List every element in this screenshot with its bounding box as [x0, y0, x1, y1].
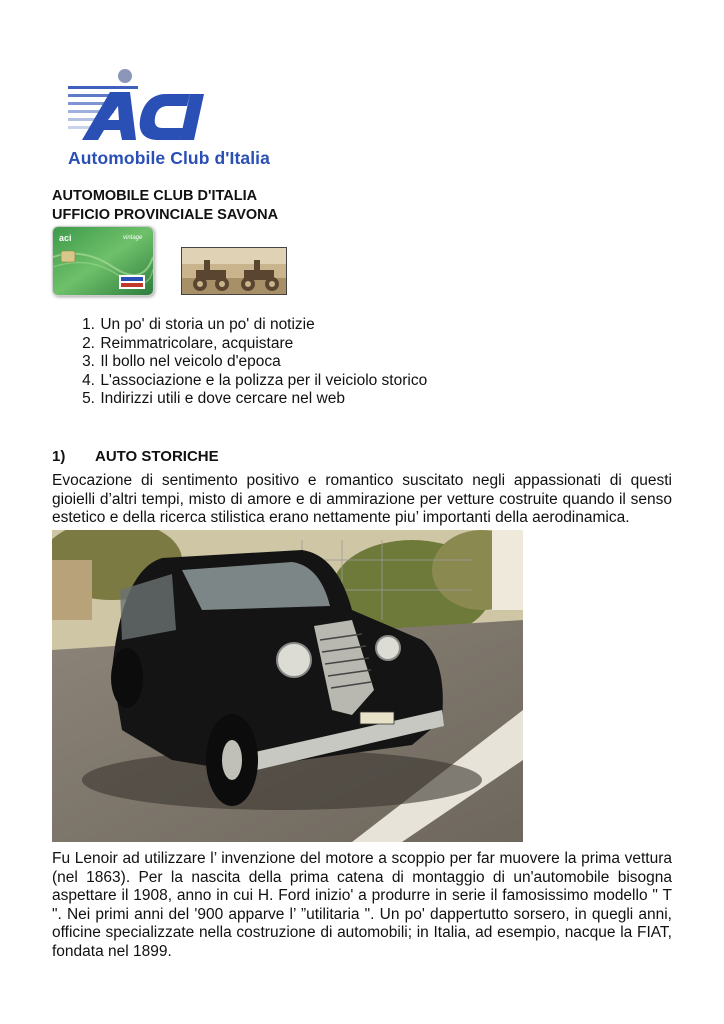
- header-organization: AUTOMOBILE CLUB D'ITALIA: [52, 188, 258, 204]
- toc-item: [52, 353, 427, 372]
- toc-item-number: 4.: [82, 371, 95, 389]
- card-label: vintage: [123, 235, 143, 241]
- toc-item-text: Il bollo nel veicolo d'epoca: [100, 353, 281, 371]
- toc-item: [52, 390, 427, 409]
- vintage-car-photo: [52, 530, 523, 842]
- table-of-contents: [52, 316, 427, 409]
- toc-item-text: L'associazione e la polizza per il veiciolo storico: [100, 371, 428, 389]
- toc-item-number: 2.: [82, 334, 95, 352]
- toc-item: [52, 316, 427, 335]
- section-paragraph-history: Fu Lenoir ad utilizzare l’ invenzione del motore a scoppio per far muovere la prima vettura (nel 1863). Per la nascita della prima catena di montaggio di un'automobile bisogna aspettare il 1908, anno in cui H. Ford inizio' a produrre in serie il famosissimo modello " T ". Nei primi anni del '900 apparve l’ ”utilitaria ". Un po' dappertutto sorsero, in quegli anni, officine specializzate nella costruzione di automobili; in Italia, ad esempio, nacque la FIAT, fondata nel 1899.: [52, 850, 672, 960]
- toc-item-number: 3.: [82, 353, 95, 371]
- vintage-race-photo: [181, 247, 287, 295]
- toc-item: [52, 335, 427, 354]
- section-paragraph-intro: Evocazione di sentimento positivo e romantico suscitato negli appassionati di questi gioielli d’altri tempi, misto di amore e di ammirazione per vetture costruite quando il senso estetico e della ricerca stilistica erano nettamente piu’ importanti della aerodinamica.: [52, 472, 672, 527]
- toc-item-number: 5.: [82, 390, 95, 408]
- logo-subtitle: Automobile Club d'Italia: [68, 148, 270, 168]
- section-number: 1): [52, 448, 66, 465]
- card-brand: aci: [59, 233, 72, 243]
- header-office: UFFICIO PROVINCIALE SAVONA: [52, 207, 279, 223]
- toc-item: [52, 372, 427, 391]
- section-title: AUTO STORICHE: [95, 448, 219, 465]
- aci-vintage-card-image: [52, 226, 154, 296]
- toc-item-text: Indirizzi utili e dove cercare nel web: [100, 390, 345, 408]
- toc-item-text: Un po' di storia un po' di notizie: [100, 316, 315, 333]
- toc-item-number: 1.: [82, 316, 95, 333]
- toc-item-text: Reimmatricolare, acquistare: [100, 334, 294, 352]
